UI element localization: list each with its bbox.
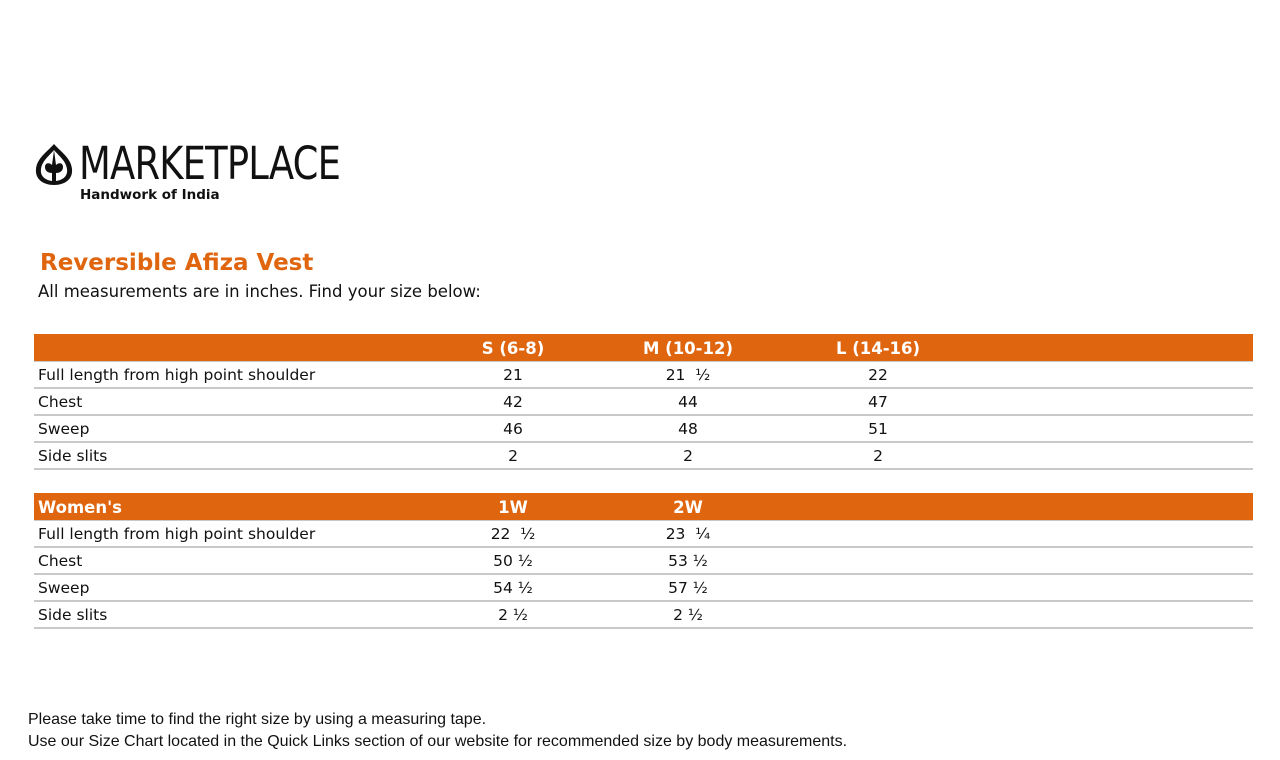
table-cell: 50 ½	[493, 552, 533, 570]
table-row	[34, 548, 1253, 575]
brand-logo	[33, 138, 403, 208]
brand-tagline: Handwork of India	[80, 187, 220, 203]
header-cell-size-l: L (14-16)	[835, 339, 921, 358]
table-cell: 42	[503, 393, 523, 411]
table-cell: 21 ½	[665, 366, 711, 384]
row-label: Side slits	[38, 447, 108, 465]
footer-notes	[28, 709, 847, 753]
table-cell: 22	[868, 366, 888, 384]
header-cell-size-m: M (10-12)	[642, 339, 734, 358]
table-row	[34, 575, 1253, 602]
measurement-note: All measurements are in inches. Find your size below:	[38, 282, 481, 301]
hands-leaf-icon	[33, 142, 75, 186]
table-cell: 2 ½	[498, 606, 528, 624]
header-cell-size-1w: 1W	[498, 498, 528, 517]
table-row	[34, 602, 1253, 629]
table-cell: 2	[873, 447, 883, 465]
table-cell: 2	[683, 447, 693, 465]
table-row	[34, 443, 1253, 470]
table-cell: 2	[508, 447, 518, 465]
table-cell: 46	[503, 420, 523, 438]
header-cell-size-s: S (6-8)	[481, 339, 545, 358]
header-cell-womens: Women's	[38, 498, 122, 517]
footer-note-measuring: Please take time to find the right size by using a measuring tape.	[28, 711, 487, 728]
row-label: Sweep	[38, 579, 90, 597]
row-label: Full length from high point shoulder	[38, 525, 316, 543]
table-cell: 23 ¼	[665, 525, 711, 543]
table-cell: 47	[868, 393, 888, 411]
table-cell: 51	[868, 420, 888, 438]
table-cell: 21	[503, 366, 523, 384]
table-row	[34, 389, 1253, 416]
size-table-womens	[34, 493, 1253, 629]
footer-note-size-chart: Use our Size Chart located in the Quick Links section of our website for recommended size by body measurements.	[28, 733, 848, 750]
table-row	[34, 521, 1253, 548]
row-label: Chest	[38, 393, 83, 411]
brand-name: MARKETPLACE	[79, 137, 341, 190]
product-title: Reversible Afiza Vest	[40, 250, 314, 276]
row-label: Chest	[38, 552, 83, 570]
row-label: Side slits	[38, 606, 108, 624]
size-table-regular	[34, 334, 1253, 470]
row-label: Sweep	[38, 420, 90, 438]
table-cell: 44	[678, 393, 698, 411]
table-cell: 2 ½	[673, 606, 703, 624]
table-cell: 54 ½	[493, 579, 533, 597]
table-header-row	[34, 334, 1253, 362]
table-row	[34, 416, 1253, 443]
table-cell: 53 ½	[668, 552, 708, 570]
table-row	[34, 362, 1253, 389]
table-cell: 48	[678, 420, 698, 438]
table-cell: 57 ½	[668, 579, 708, 597]
header-cell-size-2w: 2W	[673, 498, 703, 517]
table-header-row	[34, 493, 1253, 521]
row-label: Full length from high point shoulder	[38, 366, 316, 384]
table-cell: 22 ½	[490, 525, 536, 543]
